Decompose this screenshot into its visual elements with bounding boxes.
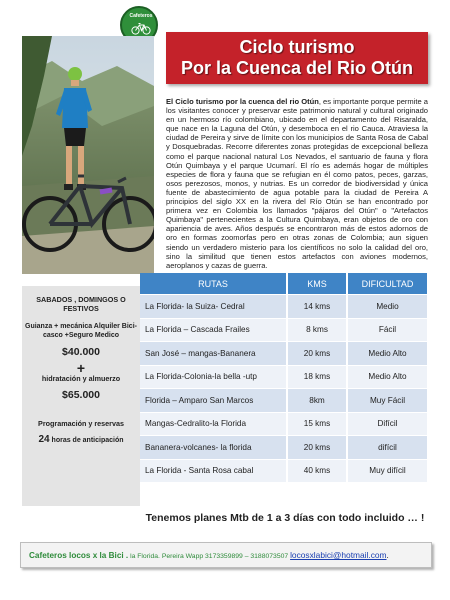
- schedule-days: SABADOS , DOMINGOS O FESTIVOS: [36, 295, 126, 313]
- route-distance: 40 kms: [287, 459, 347, 483]
- booking-label: Programación y reservas: [38, 419, 124, 428]
- route-distance: 14 kms: [287, 295, 347, 319]
- routes-table: [140, 273, 427, 483]
- table-row: [140, 389, 427, 413]
- route-name: Bananera-volcanes- la florida: [140, 436, 287, 460]
- route-distance: 20 kms: [287, 342, 347, 366]
- advance-hours: 24: [38, 434, 50, 445]
- route-distance: 8km: [287, 389, 347, 413]
- advance-notice: [22, 434, 140, 446]
- table-row: [140, 342, 427, 366]
- route-name: Mangas-Cedralito-la Florida: [140, 412, 287, 436]
- included-services: Guianza + mecánica Alquiler Bici- casco +Seguro Medico: [25, 323, 137, 339]
- footer-contact-info: la Florida. Pereira Wapp 3173359899 – 3188073507: [128, 553, 291, 560]
- table-row: [140, 295, 427, 319]
- plus-sign: +: [76, 360, 86, 376]
- footer-end: .: [386, 551, 389, 560]
- description-paragraph: [166, 97, 428, 270]
- route-difficulty: Medio Alto: [347, 365, 427, 389]
- extra-services: hidratación y almuerzo: [41, 374, 121, 383]
- table-header-row: [140, 273, 427, 295]
- route-difficulty: Medio Alto: [347, 342, 427, 366]
- info-panel: [22, 286, 140, 506]
- route-name: La Florida - Santa Rosa cabal: [140, 459, 287, 483]
- description-lead: El Ciclo turismo por la cuenca del rio Otún: [166, 97, 319, 106]
- route-distance: 18 kms: [287, 365, 347, 389]
- route-difficulty: Muy Fácil: [347, 389, 427, 413]
- table-row: [140, 412, 427, 436]
- title-banner: [166, 32, 428, 84]
- table-row: [140, 318, 427, 342]
- route-distance: 20 kms: [287, 436, 347, 460]
- full-price: $65.000: [62, 389, 100, 401]
- plans-tagline: Tenemos planes Mtb de 1 a 3 días con todo incluido … !: [145, 512, 425, 524]
- route-name: La Florida- la Suiza- Cedral: [140, 295, 287, 319]
- route-difficulty: Muy difícil: [347, 459, 427, 483]
- header-difficulty: DIFICULTAD: [347, 273, 427, 295]
- bicycle-icon: [131, 21, 151, 35]
- table-row: [140, 365, 427, 389]
- banner-title-line2: Por la Cuenca del Rio Otún: [180, 58, 414, 78]
- description-body: , es importante porque permite a los visitantes conocer y preservar este patrimonio natural y cultural originado en un hermoso río colombiano, ubicado en el departamento del Risaralda, que nace en la Laguna del Otún, y desemboca en el rio Cauca. Atraviesa la ciudad de Pereira y sirve de límite con los municipios de Santa Rosa de Cabal y Dosquebradas. Recorre diferentes zonas protegidas de excepcional belleza como el parque nacional natural Los Nevados, el santuario de fauna y flora Otún Quimbaya y el parque Ucumarí. El río es además hogar de múltiples especies de flora y fauna que se refugian en él como patos, peces, garzas, osos perezosos, monos, y nutrias. Es un corredor de biodiversidad y única fuente de abastecimiento de agua potable para la ciudad de Pereira A principios del siglo XX en la rivera del Río Otún se han encontrado por primera vez en Colombia los llamados "pájaros del Otún" o "Artefactos Quimbaya" pertenecientes a la Cultura Quimbaya, eran objetos de oro con apariencia de aves. Años después se encontraron más de estos adornos de oro en formas zoomorfas pero en otras zonas de Colombia; aun siguen siendo un verdadero misterio para los científicos no solo la calidad del oro, sino la similitud que tienen estos artefactos con aviones modernos, aeroplanos y cazas de guerra.: [166, 97, 429, 270]
- cyclist-photo: [22, 36, 154, 274]
- banner-title-line1: Ciclo turismo: [239, 37, 355, 57]
- route-name: La Florida-Colonia-la bella -utp: [140, 365, 287, 389]
- header-kms: KMS: [287, 273, 347, 295]
- route-difficulty: Difícil: [347, 412, 427, 436]
- base-price: $40.000: [62, 346, 100, 358]
- table-row: [140, 436, 427, 460]
- route-difficulty: Fácil: [347, 318, 427, 342]
- logo-text-top: Cafeteros: [129, 13, 153, 19]
- email-link[interactable]: locosxlabici@hotmail.com: [290, 550, 387, 560]
- contact-footer: [20, 542, 432, 568]
- table-row: [140, 459, 427, 483]
- route-name: Florida – Amparo San Marcos: [140, 389, 287, 413]
- header-routes: RUTAS: [140, 273, 287, 295]
- footer-brand-name: Cafeteros locos x la Bici .: [29, 551, 129, 560]
- route-difficulty: difícil: [347, 436, 427, 460]
- advance-text: horas de anticipación: [49, 437, 124, 444]
- route-distance: 15 kms: [287, 412, 347, 436]
- route-name: La Florida – Cascada Frailes: [140, 318, 287, 342]
- route-difficulty: Medio: [347, 295, 427, 319]
- route-distance: 8 kms: [287, 318, 347, 342]
- route-name: San José – mangas-Bananera: [140, 342, 287, 366]
